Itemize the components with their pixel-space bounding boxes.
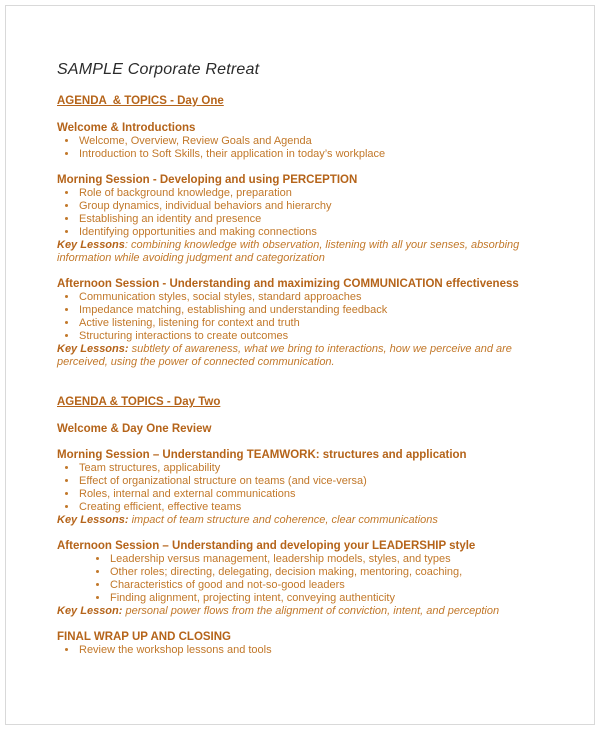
- section-day-one-review: [57, 423, 554, 436]
- list-item: • Roles, internal and external communications: [78, 488, 554, 501]
- key-lessons-text: personal power flows from the alignment of conviction, intent, and perception: [122, 605, 500, 617]
- key-lessons: [57, 343, 554, 369]
- list-item: • Effect of organizational structure on teams (and vice-versa): [78, 475, 554, 488]
- list-item: • Establishing an identity and presence: [78, 213, 554, 226]
- document-content: [57, 60, 554, 670]
- section-day-two-morning: [57, 449, 554, 527]
- key-lessons: [57, 239, 554, 265]
- bullet-list: [57, 553, 554, 605]
- agenda-heading-day-two: AGENDA & TOPICS - Day Two: [57, 396, 221, 408]
- list-item: • Impedance matching, establishing and understanding feedback: [78, 304, 554, 317]
- list-item: • Introduction to Soft Skills, their application in today’s workplace: [78, 148, 554, 161]
- section-day-one-afternoon: [57, 278, 554, 369]
- key-lessons: [57, 514, 554, 527]
- key-lessons-text: subtlety of awareness, what we bring to interactions, how we perceive and are perceived, using the power of connected communication.: [57, 343, 512, 368]
- key-lessons-label: Key Lesson:: [57, 605, 123, 617]
- section-welcome-introductions: [57, 122, 554, 161]
- section-heading: Afternoon Session – Understanding and developing your LEADERSHIP style: [57, 540, 476, 552]
- section-heading: Morning Session - Developing and using PERCEPTION: [57, 174, 358, 186]
- list-item: • Other roles; directing, delegating, decision making, mentoring, coaching,: [109, 566, 554, 579]
- section-heading: Morning Session – Understanding TEAMWORK: structures and application: [57, 449, 467, 461]
- list-item: • Communication styles, social styles, standard approaches: [78, 291, 554, 304]
- key-lessons-text: impact of team structure and coherence, clear communications: [128, 514, 438, 526]
- list-item: • Characteristics of good and not-so-good leaders: [109, 579, 554, 592]
- key-lessons-label: Key Lessons:: [57, 514, 129, 526]
- document-title: SAMPLE Corporate Retreat: [57, 61, 260, 78]
- list-item: • Finding alignment, projecting intent, conveying authenticity: [109, 592, 554, 605]
- section-heading: Welcome & Day One Review: [57, 423, 212, 435]
- bullet-list: [57, 462, 554, 514]
- list-item: • Identifying opportunities and making connections: [78, 226, 554, 239]
- key-lessons-label: Key Lessons: [57, 239, 125, 251]
- section-day-one-morning: [57, 174, 554, 265]
- section-heading: Afternoon Session - Understanding and maximizing COMMUNICATION effectiveness: [57, 278, 519, 290]
- bullet-list: [57, 135, 554, 161]
- list-item: • Welcome, Overview, Review Goals and Agenda: [78, 135, 554, 148]
- list-item: • Active listening, listening for context and truth: [78, 317, 554, 330]
- list-item: • Structuring interactions to create outcomes: [78, 330, 554, 343]
- key-lessons-label: Key Lessons:: [57, 343, 129, 355]
- key-lessons: [57, 605, 554, 618]
- list-item: • Creating efficient, effective teams: [78, 501, 554, 514]
- section-day-two-afternoon: [57, 540, 554, 618]
- section-heading: Welcome & Introductions: [57, 122, 196, 134]
- section-heading: FINAL WRAP UP AND CLOSING: [57, 631, 231, 643]
- key-lessons-text: : combining knowledge with observation, listening with all your senses, absorbing information while avoiding judgment and categorization: [57, 239, 520, 264]
- section-final-wrap-up: [57, 631, 554, 657]
- bullet-list: [57, 291, 554, 343]
- agenda-heading-day-one: AGENDA & TOPICS - Day One: [57, 95, 224, 107]
- list-item: • Leadership versus management, leadership models, styles, and types: [109, 553, 554, 566]
- list-item: • Review the workshop lessons and tools: [78, 644, 554, 657]
- bullet-list: [57, 187, 554, 239]
- list-item: • Role of background knowledge, preparation: [78, 187, 554, 200]
- list-item: • Group dynamics, individual behaviors and hierarchy: [78, 200, 554, 213]
- bullet-list: [57, 644, 554, 657]
- list-item: • Team structures, applicability: [78, 462, 554, 475]
